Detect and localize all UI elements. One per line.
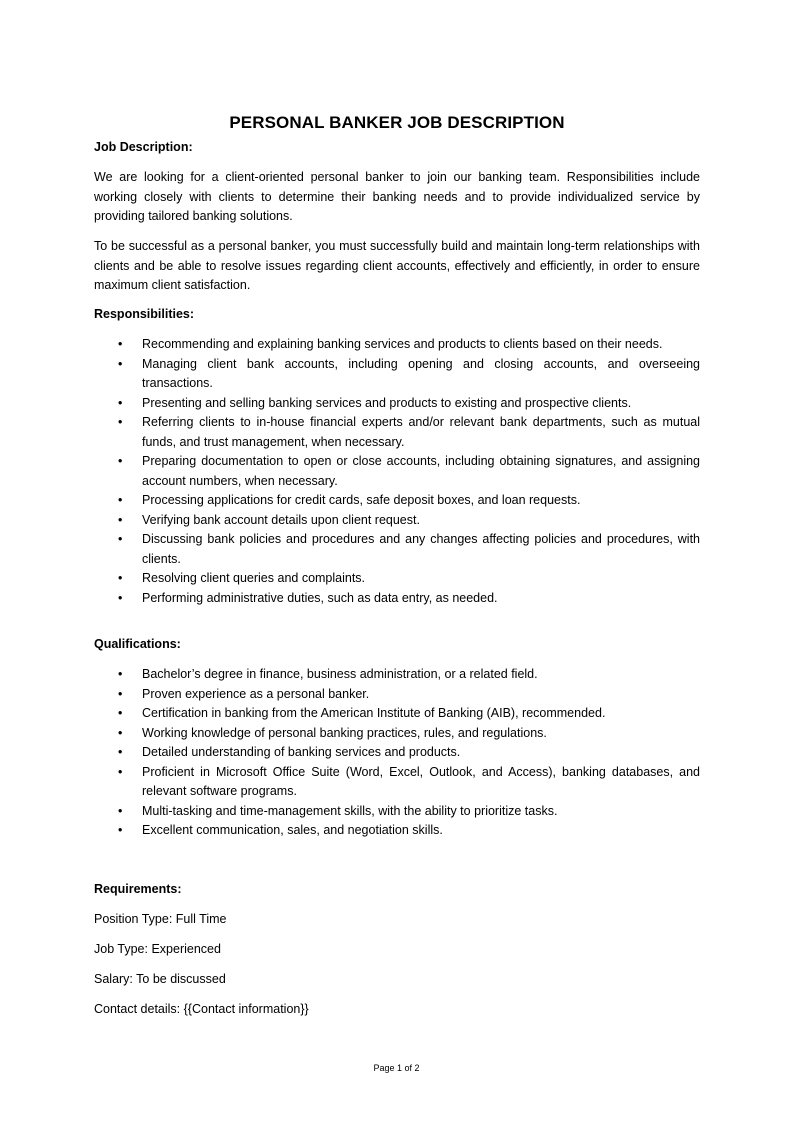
list-item xyxy=(94,724,700,744)
list-item-text: Processing applications for credit cards, safe deposit boxes, and loan requests. xyxy=(142,493,581,507)
responsibilities-list xyxy=(94,335,700,608)
list-item xyxy=(94,491,700,511)
list-item-text: Preparing documentation to open or close accounts, including obtaining signatures, and assigning account numbers, when necessary. xyxy=(142,454,700,488)
bullet-icon: • xyxy=(118,571,123,585)
bullet-icon: • xyxy=(118,493,123,507)
bullet-icon: • xyxy=(118,454,123,468)
page-number-footer: Page 1 of 2 xyxy=(373,1063,420,1073)
bullet-icon: • xyxy=(118,590,123,605)
list-item-text: Referring clients to in-house financial experts and/or relevant bank departments, such as mutual funds, and trust management, when necessary. xyxy=(142,415,700,449)
list-item-text: Discussing bank policies and procedures and any changes affecting policies and procedures, with clients. xyxy=(142,532,700,566)
list-item xyxy=(94,452,700,491)
list-item-text: Working knowledge of personal banking practices, rules, and regulations. xyxy=(142,725,547,740)
bullet-icon: • xyxy=(118,803,123,818)
bullet-icon: • xyxy=(118,667,123,681)
bullet-icon: • xyxy=(118,745,123,759)
list-item xyxy=(94,569,700,589)
list-item xyxy=(94,802,700,822)
bullet-icon: • xyxy=(118,725,123,740)
qualifications-list xyxy=(94,665,700,841)
bullet-icon: • xyxy=(118,395,123,410)
list-item xyxy=(94,413,700,452)
list-item-text: Proven experience as a personal banker. xyxy=(142,686,370,701)
salary-line: Salary: To be discussed xyxy=(94,972,226,986)
list-item-text: Certification in banking from the American Institute of Banking (AIB), recommended. xyxy=(142,706,606,720)
list-item-text: Recommending and explaining banking services and products to clients based on their needs. xyxy=(142,337,663,351)
list-item xyxy=(94,704,700,724)
responsibilities-heading: Responsibilities: xyxy=(94,307,195,321)
list-item xyxy=(94,821,700,841)
list-item xyxy=(94,530,700,569)
list-item-text: Managing client bank accounts, including opening and closing accounts, and overseeing transactions. xyxy=(142,356,700,390)
list-item-text: Bachelor’s degree in finance, business administration, or a related field. xyxy=(142,667,538,681)
bullet-icon: • xyxy=(118,823,123,837)
bullet-icon: • xyxy=(118,356,123,371)
list-item xyxy=(94,665,700,685)
job-type-line: Job Type: Experienced xyxy=(94,942,221,956)
requirements-heading: Requirements: xyxy=(94,882,182,896)
list-item xyxy=(94,589,700,609)
list-item-text: Excellent communication, sales, and negotiation skills. xyxy=(142,823,443,837)
bullet-icon: • xyxy=(118,532,123,546)
list-item xyxy=(94,335,700,355)
list-item-text: Verifying bank account details upon client request. xyxy=(142,512,420,527)
bullet-icon: • xyxy=(118,764,123,779)
list-item-text: Presenting and selling banking services and products to existing and prospective clients. xyxy=(142,395,632,410)
list-item-text: Multi-tasking and time-management skills, with the ability to prioritize tasks. xyxy=(142,803,558,818)
bullet-icon: • xyxy=(118,512,123,527)
document-title: PERSONAL BANKER JOB DESCRIPTION xyxy=(229,113,565,132)
list-item-text: Proficient in Microsoft Office Suite (Word, Excel, Outlook, and Access), banking databases, and relevant software programs. xyxy=(142,764,700,798)
qualifications-heading: Qualifications: xyxy=(94,637,181,651)
list-item xyxy=(94,763,700,802)
list-item-text: Resolving client queries and complaints. xyxy=(142,571,366,585)
list-item xyxy=(94,394,700,414)
list-item xyxy=(94,511,700,531)
bullet-icon: • xyxy=(118,337,123,351)
bullet-icon: • xyxy=(118,706,123,720)
list-item xyxy=(94,355,700,394)
list-item xyxy=(94,685,700,705)
job-description-paragraph-2: To be successful as a personal banker, you must successfully build and maintain long-term relationships with clients and be able to resolve issues regarding client accounts, effectively and efficiently, in order to ensure maximum client satisfaction. xyxy=(94,239,700,292)
list-item-text: Detailed understanding of banking services and products. xyxy=(142,745,461,759)
job-description-paragraph-1: We are looking for a client-oriented personal banker to join our banking team. Responsibilities include working closely with clients to determine their banking needs and to provide individualized service by providing tailored banking solutions. xyxy=(94,170,700,223)
list-item-text: Performing administrative duties, such as data entry, as needed. xyxy=(142,590,498,605)
position-type-line: Position Type: Full Time xyxy=(94,912,227,926)
contact-details-line: Contact details: {{Contact information}} xyxy=(94,1002,309,1016)
bullet-icon: • xyxy=(118,686,123,701)
job-description-heading: Job Description: xyxy=(94,140,193,154)
bullet-icon: • xyxy=(118,415,123,429)
list-item xyxy=(94,743,700,763)
